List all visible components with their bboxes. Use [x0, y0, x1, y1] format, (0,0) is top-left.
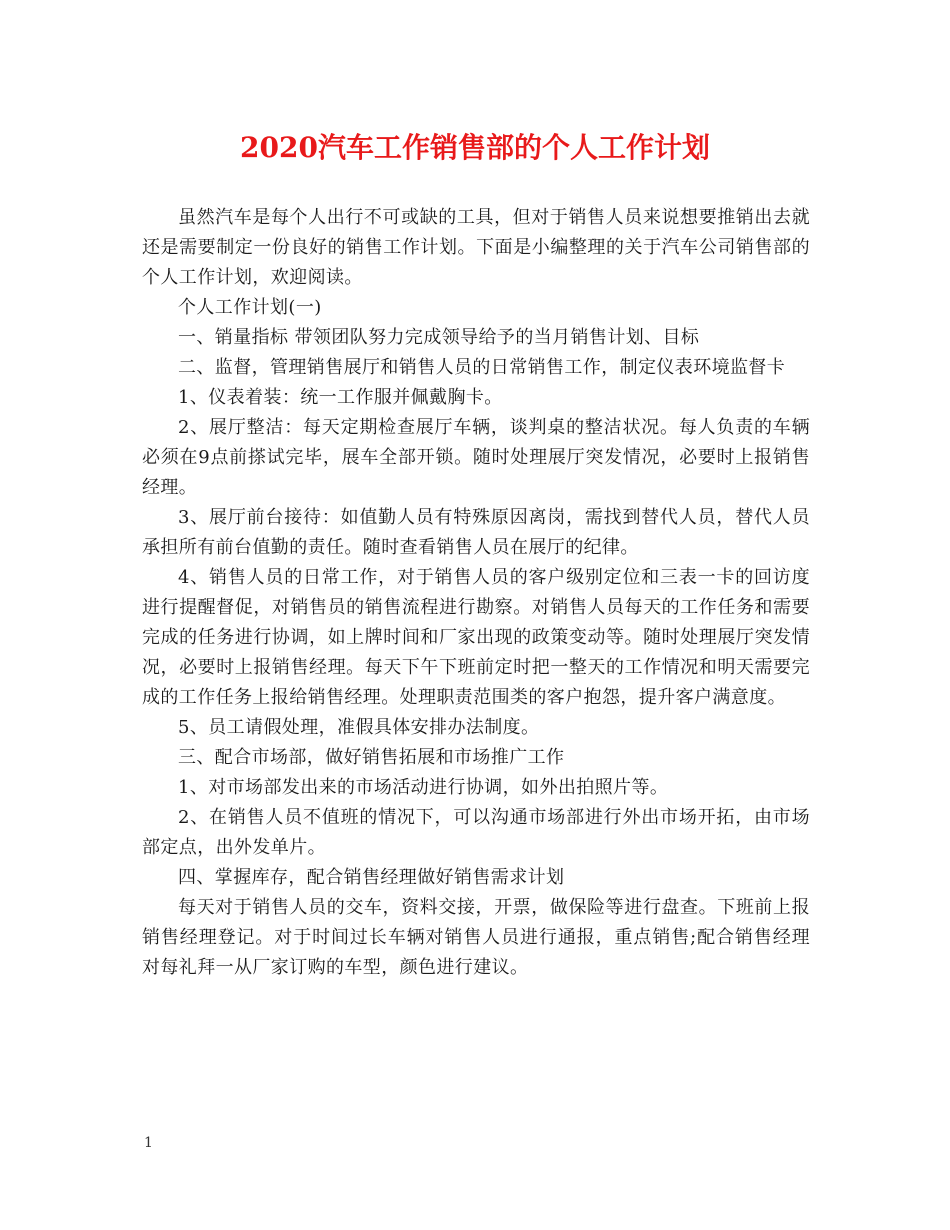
- paragraph-item-2-2: 2、展厅整洁：每天定期检查展厅车辆，谈判桌的整洁状况。每人负责的车辆必须在9点前搽试完毕，展车全部开锁。随时处理展厅突发情况，必要时上报销售经理。: [142, 417, 810, 498]
- paragraph-intro: 虽然汽车是每个人出行不可或缺的工具，但对于销售人员来说想要推销出去就还是需要制定一份良好的销售工作计划。下面是小编整理的关于汽车公司销售部的个人工作计划，欢迎阅读。: [142, 207, 810, 288]
- paragraph-item-3-1: 1、对市场部发出来的市场活动进行协调，如外出拍照片等。: [178, 777, 669, 798]
- paragraph-item-3-2: 2、在销售人员不值班的情况下，可以沟通市场部进行外出市场开拓，由市场部定点，出外发单片。: [142, 807, 810, 858]
- paragraph-item-2-5: 5、员工请假处理，准假具体安排办法制度。: [178, 717, 540, 738]
- document-body: [142, 203, 810, 983]
- paragraph-section-4-body: 每天对于销售人员的交车，资料交接，开票，做保险等进行盘查。下班前上报销售经理登记。对于时间过长车辆对销售人员进行通报，重点销售;配合销售经理对每礼拜一从厂家订购的车型，颜色进行建议。: [142, 897, 810, 978]
- paragraph-item-2-3: 3、展厅前台接待：如值勤人员有特殊原因离岗，需找到替代人员，替代人员承担所有前台值勤的责任。随时查看销售人员在展厅的纪律。: [142, 507, 810, 558]
- page-number: 1: [144, 1135, 153, 1151]
- paragraph-plan-heading: 个人工作计划(一): [178, 297, 322, 318]
- document-title: 2020汽车工作销售部的个人工作计划: [240, 131, 710, 164]
- paragraph-section-3: 三、配合市场部，做好销售拓展和市场推广工作: [178, 747, 565, 768]
- paragraph-section-4: 四、掌握库存，配合销售经理做好销售需求计划: [178, 867, 565, 888]
- paragraph-item-2-4: 4、销售人员的日常工作，对于销售人员的客户级别定位和三表一卡的回访度进行提醒督促，对销售员的销售流程进行勘察。对销售人员每天的工作任务和需要完成的任务进行协调，如上牌时间和厂家出现的政策变动等。随时处理展厅突发情况，必要时上报销售经理。每天下午下班前定时把一整天的工作情况和明天需要完成的工作任务上报给销售经理。处理职责范围类的客户抱怨，提升客户满意度。: [142, 567, 810, 708]
- paragraph-section-2: 二、监督，管理销售展厅和销售人员的日常销售工作，制定仪表环境监督卡: [178, 357, 786, 378]
- paragraph-item-2-1: 1、仪表着装：统一工作服并佩戴胸卡。: [178, 387, 503, 408]
- paragraph-section-1: 一、销量指标 带领团队努力完成领导给予的当月销售计划、目标: [178, 327, 700, 348]
